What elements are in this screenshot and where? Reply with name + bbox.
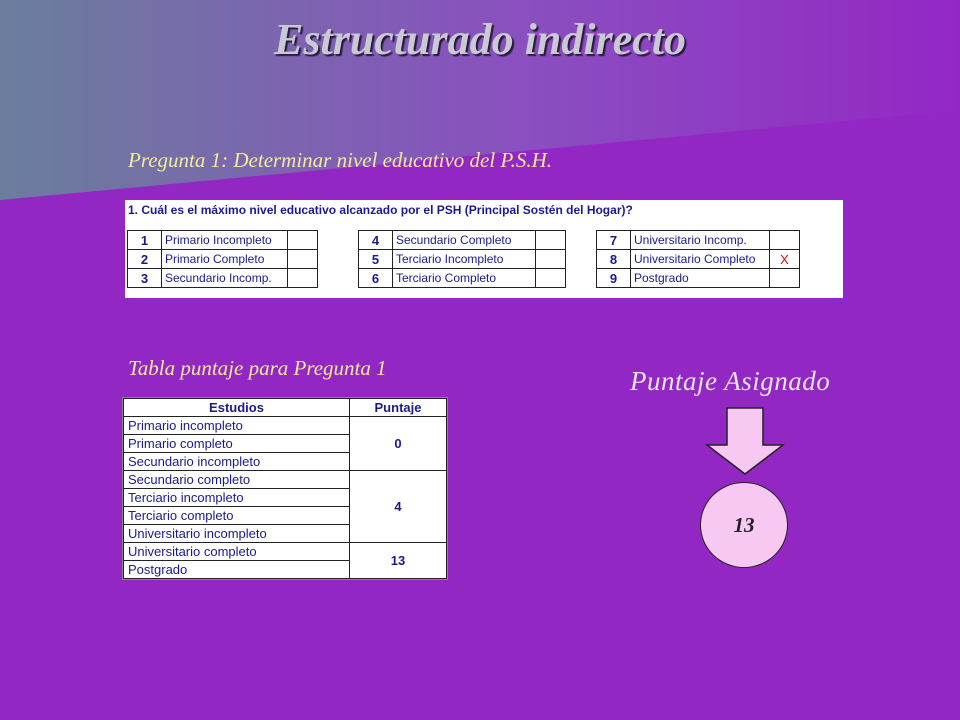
option-number: 7 [597,231,631,250]
option-mark-cell[interactable] [536,269,566,288]
question-text: 1. Cuál es el máximo nivel educativo alcanzado por el PSH (Principal Sostén del Hogar)? [128,203,633,217]
option-mark-cell[interactable] [536,231,566,250]
option-row [359,231,566,250]
score-table-header-row [124,399,447,417]
score-value: 4 [350,471,447,543]
assigned-score-circle: 13 [700,482,788,568]
option-label: Postgrado [631,269,770,288]
table-row [124,471,447,489]
option-row [128,269,318,288]
study-level: Primario incompleto [124,417,350,435]
option-number: 5 [359,250,393,269]
down-arrow-icon [705,407,785,475]
study-level: Terciario incompleto [124,489,350,507]
option-mark-cell[interactable]: X [770,250,800,269]
score-value: 13 [350,543,447,579]
option-row [359,269,566,288]
study-level: Primario completo [124,435,350,453]
option-number: 6 [359,269,393,288]
table-row [124,543,447,561]
options-group-1 [127,230,318,288]
study-level: Secundario incompleto [124,453,350,471]
score-table [123,398,447,579]
option-label: Universitario Completo [631,250,770,269]
assigned-score-heading: Puntaje Asignado [630,366,831,396]
option-mark-cell[interactable] [770,231,800,250]
option-mark-cell[interactable] [288,269,318,288]
score-table-heading: Tabla puntaje para Pregunta 1 [128,356,387,380]
header-estudios: Estudios [124,399,350,417]
study-level: Postgrado [124,561,350,579]
option-mark-cell[interactable] [288,231,318,250]
option-row [359,250,566,269]
option-row [597,231,800,250]
option-label: Universitario Incomp. [631,231,770,250]
option-label: Primario Incompleto [162,231,288,250]
options-group-3 [596,230,800,288]
study-level: Terciario completo [124,507,350,525]
options-group-2 [358,230,566,288]
option-row [597,250,800,269]
option-number: 4 [359,231,393,250]
option-label: Secundario Completo [393,231,536,250]
question-box [125,200,843,298]
option-number: 8 [597,250,631,269]
slide-title: Estructurado indirecto [274,15,686,64]
question-heading: Pregunta 1: Determinar nivel educativo del P.S.H. [128,148,552,172]
option-row [128,231,318,250]
header-puntaje: Puntaje [350,399,447,417]
option-mark-cell[interactable] [536,250,566,269]
option-label: Terciario Completo [393,269,536,288]
study-level: Universitario incompleto [124,525,350,543]
option-row [128,250,318,269]
score-value: 0 [350,417,447,471]
option-number: 1 [128,231,162,250]
option-number: 9 [597,269,631,288]
study-level: Universitario completo [124,543,350,561]
option-label: Terciario Incompleto [393,250,536,269]
option-number: 2 [128,250,162,269]
option-mark-cell[interactable] [770,269,800,288]
option-number: 3 [128,269,162,288]
table-row [124,417,447,435]
study-level: Secundario completo [124,471,350,489]
option-label: Secundario Incomp. [162,269,288,288]
option-label: Primario Completo [162,250,288,269]
option-mark-cell[interactable] [288,250,318,269]
option-row [597,269,800,288]
